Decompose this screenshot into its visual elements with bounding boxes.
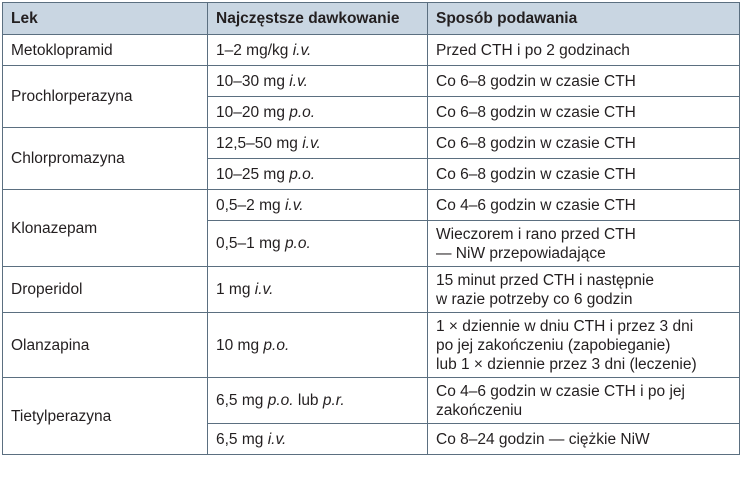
dose-route: p.o. bbox=[289, 103, 316, 121]
dosage-cell bbox=[208, 221, 428, 267]
table-row bbox=[3, 128, 740, 159]
administration-cell: Co 4–6 godzin w czasie CTH bbox=[428, 190, 740, 221]
dosage-cell bbox=[208, 378, 428, 424]
administration-line: w razie potrzeby co 6 godzin bbox=[436, 290, 633, 308]
antiemetic-drug-table bbox=[2, 2, 740, 455]
administration-line: lub 1 × dziennie przez 3 dni (leczenie) bbox=[436, 355, 697, 373]
administration-line: 15 minut przed CTH i następnie bbox=[436, 271, 654, 289]
administration-line: Wieczorem i rano przed CTH bbox=[436, 225, 636, 243]
header-drug: Lek bbox=[3, 3, 208, 35]
administration-cell: Co 6–8 godzin w czasie CTH bbox=[428, 128, 740, 159]
dosage-cell bbox=[208, 313, 428, 378]
dosage-cell bbox=[208, 424, 428, 455]
administration-line: — NiW przepowiadające bbox=[436, 244, 606, 262]
dose-amount: 10–20 mg bbox=[216, 103, 290, 121]
dose-amount: 1–2 mg/kg bbox=[216, 41, 293, 59]
administration-line: 1 × dziennie w dniu CTH i przez 3 dni bbox=[436, 317, 694, 335]
administration-cell: Co 8–24 godzin — ciężkie NiW bbox=[428, 424, 740, 455]
drug-name-cell: Olanzapina bbox=[3, 313, 208, 378]
table-row bbox=[3, 190, 740, 221]
administration-cell: Przed CTH i po 2 godzinach bbox=[428, 35, 740, 66]
table-row bbox=[3, 66, 740, 97]
dose-joiner: lub bbox=[293, 392, 323, 409]
dose-amount: 10–25 mg bbox=[216, 165, 290, 183]
dose-amount: 10–30 mg bbox=[216, 72, 290, 90]
dosage-cell bbox=[208, 97, 428, 128]
table-row bbox=[3, 35, 740, 66]
drug-name-cell: Klonazepam bbox=[3, 190, 208, 267]
drug-name-cell: Metoklopramid bbox=[3, 35, 208, 66]
dose-amount: 6,5 mg bbox=[216, 430, 268, 448]
drug-name-cell: Chlorpromazyna bbox=[3, 128, 208, 190]
table-row bbox=[3, 378, 740, 424]
dose-amount: 0,5–1 mg bbox=[216, 235, 285, 252]
administration-cell bbox=[428, 267, 740, 313]
dose-route: i.v. bbox=[302, 134, 321, 152]
dose-route: i.v. bbox=[284, 196, 304, 214]
administration-cell bbox=[428, 378, 740, 424]
drug-name-cell: Droperidol bbox=[3, 267, 208, 313]
dose-route: p.o. bbox=[263, 336, 290, 354]
administration-cell bbox=[428, 221, 740, 267]
dose-amount: 10 mg bbox=[216, 336, 264, 354]
administration-line: po jej zakończeniu (zapobieganie) bbox=[436, 336, 671, 354]
header-dosage: Najczęstsze dawkowanie bbox=[208, 3, 428, 35]
dose-amount: 12,5–50 mg bbox=[216, 134, 303, 152]
dose-amount: 6,5 mg bbox=[216, 392, 268, 409]
dose-route: i.v. bbox=[289, 72, 308, 90]
table-row bbox=[3, 267, 740, 313]
dose-route: i.v. bbox=[267, 430, 287, 448]
dose-route: p.o. bbox=[267, 392, 294, 409]
dose-route: p.r. bbox=[322, 392, 345, 409]
dosage-cell bbox=[208, 267, 428, 313]
table-row bbox=[3, 313, 740, 378]
dose-route: p.o. bbox=[289, 165, 316, 183]
dose-route: i.v. bbox=[254, 281, 274, 298]
drug-name-cell: Tietylperazyna bbox=[3, 378, 208, 455]
administration-line: Co 4–6 godzin w czasie CTH i po jej bbox=[436, 382, 685, 400]
table-header-row bbox=[3, 3, 740, 35]
dosage-cell bbox=[208, 159, 428, 190]
dose-amount: 1 mg bbox=[216, 281, 255, 298]
dosage-cell bbox=[208, 66, 428, 97]
administration-cell: Co 6–8 godzin w czasie CTH bbox=[428, 97, 740, 128]
dosage-cell bbox=[208, 35, 428, 66]
header-administration: Sposób podawania bbox=[428, 3, 740, 35]
administration-cell bbox=[428, 313, 740, 378]
administration-line: zakończeniu bbox=[436, 401, 523, 419]
dose-amount: 0,5–2 mg bbox=[216, 196, 285, 214]
administration-cell: Co 6–8 godzin w czasie CTH bbox=[428, 159, 740, 190]
administration-cell: Co 6–8 godzin w czasie CTH bbox=[428, 66, 740, 97]
drug-name-cell: Prochlorperazyna bbox=[3, 66, 208, 128]
dose-route: i.v. bbox=[292, 41, 312, 59]
dosage-cell bbox=[208, 190, 428, 221]
dose-route: p.o. bbox=[284, 235, 311, 252]
dosage-cell bbox=[208, 128, 428, 159]
